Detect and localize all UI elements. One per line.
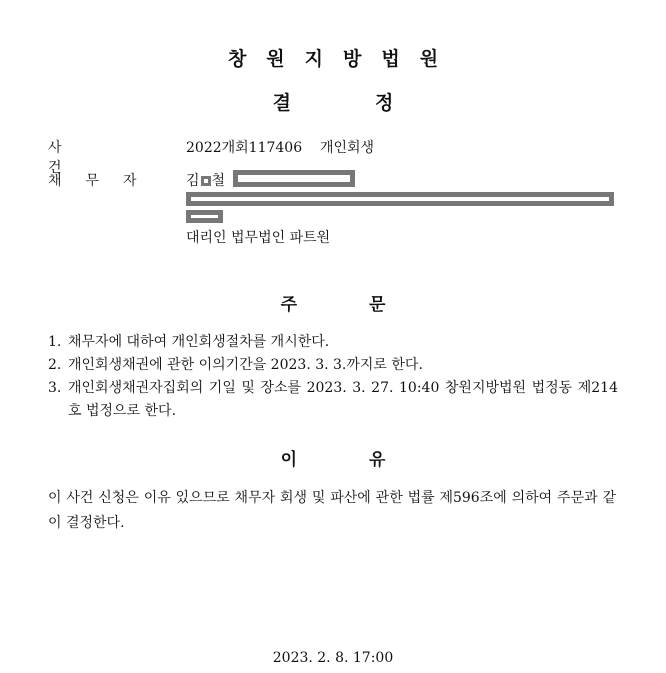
redacted-block (233, 170, 355, 187)
case-info (186, 137, 374, 157)
reason-heading: 이유 (280, 450, 458, 470)
debtor-label (48, 170, 161, 190)
redaction-mark (201, 176, 211, 186)
redacted-block (186, 192, 614, 206)
case-label-text: 사건 (48, 140, 120, 176)
redacted-block (186, 210, 223, 223)
court-name: 창원지방법원 (227, 48, 459, 70)
case-number: 2022개회117406 (186, 140, 303, 156)
order-item-number: 2. (48, 357, 62, 373)
order-item (48, 331, 618, 354)
debtor-label-text: 채무자 (48, 173, 161, 189)
order-item-text: 개인회생채권자집회의 기일 및 장소를 2023. 3. 27. 10:40 창원지방법원 법정동 제214호 법정으로 한다. (68, 380, 618, 419)
order-item (48, 377, 618, 423)
decision-date: 2023. 2. 8. 17:00 (272, 650, 394, 666)
order-item-text: 개인회생채권에 관한 이의기간을 2023. 3. 3.까지로 한다. (68, 357, 423, 373)
order-item-text: 채무자에 대하여 개인회생절차를 개시한다. (68, 334, 330, 350)
case-name: 개인회생 (319, 140, 375, 156)
debtor-name-prefix: 김 (186, 173, 200, 189)
document-title: 결정 (272, 92, 478, 114)
order-item-number: 1. (48, 334, 62, 350)
order-heading: 주문 (280, 295, 458, 315)
reason-text: 이 사건 신청은 이유 있으므로 채무자 회생 및 파산에 관한 법률 제596조에 의하여 주문과 같이 결정한다. (48, 490, 616, 531)
debtor-name-suffix: 철 (211, 173, 226, 189)
representative: 대리인 법무법인 파트원 (186, 230, 331, 246)
debtor-name (186, 170, 225, 190)
order-item-number: 3. (48, 380, 62, 396)
order-list (48, 331, 618, 423)
order-item (48, 354, 618, 377)
